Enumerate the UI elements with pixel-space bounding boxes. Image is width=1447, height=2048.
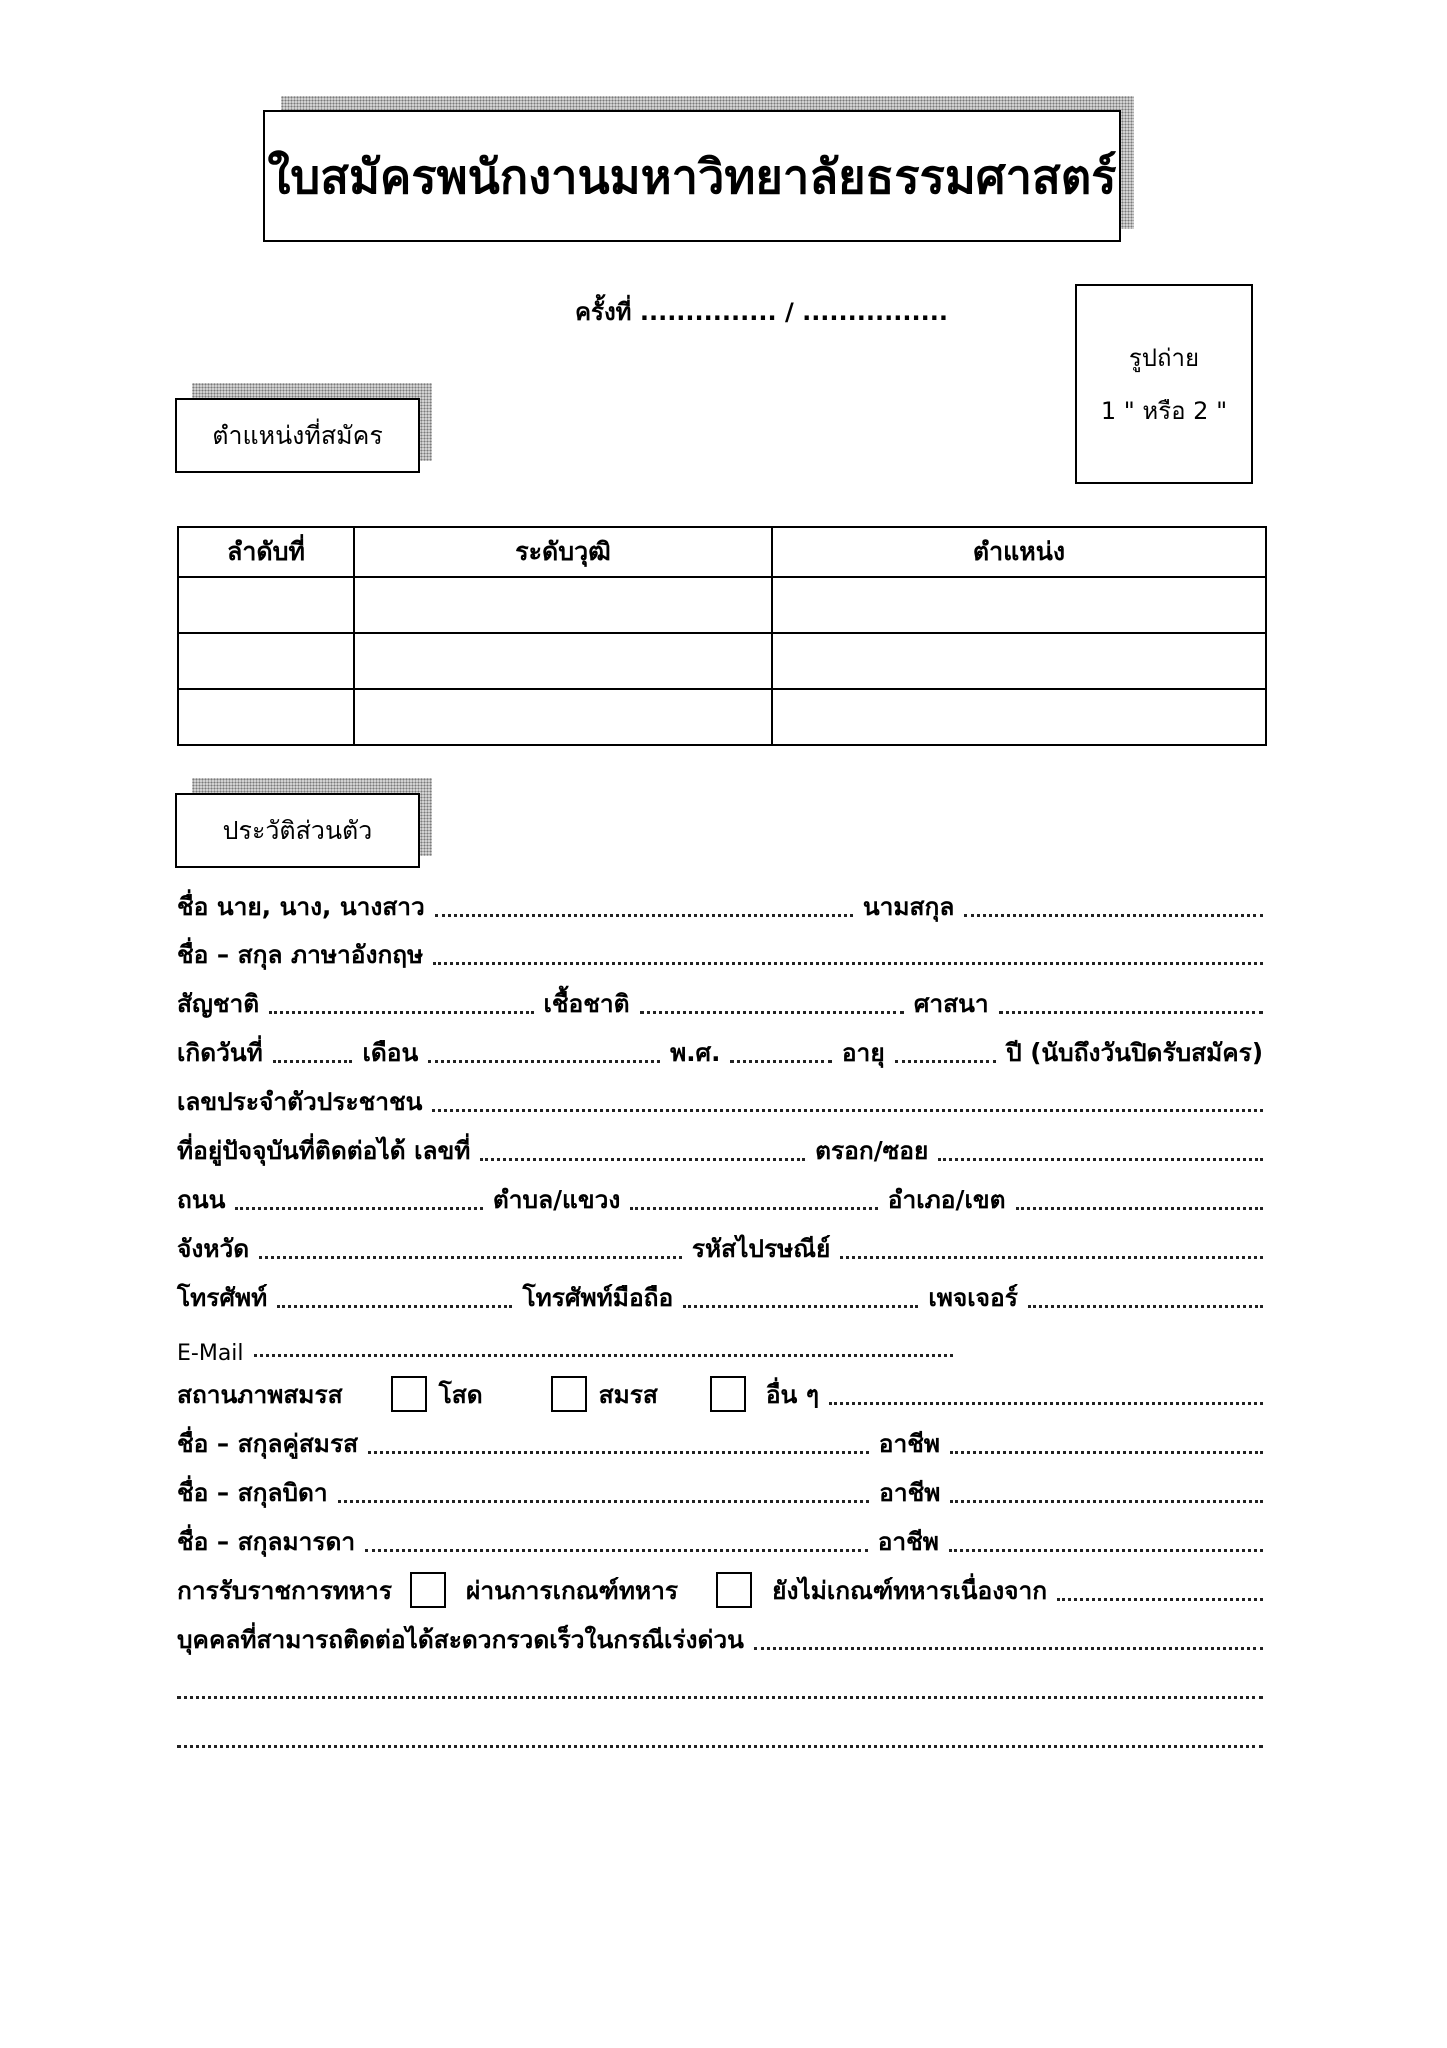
mother-occupation-label: อาชีพ	[877, 1527, 939, 1556]
emergency-contact-label: บุคคลที่สามารถติดต่อได้สะดวกรวดเร็วในกรณีเร่งด่วน	[177, 1625, 744, 1654]
position-heading-box	[175, 398, 420, 473]
issue-number-field[interactable]: ครั้งที่ ............... / ................	[575, 298, 948, 326]
marital-line	[177, 1368, 1263, 1414]
birth-line	[177, 1026, 1263, 1072]
photo-label: รูปถ่าย	[1128, 344, 1200, 372]
father-name-field[interactable]	[338, 1499, 869, 1503]
emergency-line-2	[177, 1662, 1263, 1708]
subdistrict-field[interactable]	[630, 1206, 878, 1210]
personal-heading: ประวัติส่วนตัว	[222, 815, 373, 845]
single-checkbox[interactable]	[391, 1376, 427, 1412]
mobile-label: โทรศัพท์มือถือ	[522, 1283, 674, 1312]
table-row	[178, 577, 1266, 633]
postcode-label: รหัสไปรษณีย์	[691, 1234, 831, 1263]
photo-box[interactable]	[1075, 284, 1253, 484]
spouse-occupation-field[interactable]	[950, 1450, 1263, 1454]
table-row	[178, 689, 1266, 745]
race-label: เชื้อชาติ	[543, 989, 630, 1018]
religion-field[interactable]	[999, 1010, 1263, 1014]
email-line	[177, 1320, 953, 1366]
age-label: อายุ	[841, 1038, 885, 1067]
birth-month-field[interactable]	[428, 1059, 660, 1063]
birth-year-field[interactable]	[730, 1059, 831, 1063]
race-field[interactable]	[640, 1010, 904, 1014]
military-reason-field[interactable]	[1057, 1597, 1263, 1601]
religion-label: ศาสนา	[913, 989, 989, 1018]
position-cell[interactable]	[772, 689, 1266, 745]
qualification-cell[interactable]	[354, 577, 772, 633]
mother-occupation-field[interactable]	[949, 1548, 1263, 1552]
emergency-line-3	[177, 1711, 1263, 1757]
position-table	[177, 526, 1267, 746]
military-label: การรับราชการทหาร	[177, 1576, 392, 1605]
mother-line	[177, 1515, 1263, 1561]
postcode-field[interactable]	[840, 1255, 1263, 1259]
surname-label: นามสกุล	[862, 892, 955, 921]
name-en-label: ชื่อ – สกุล ภาษาอังกฤษ	[177, 940, 424, 969]
position-cell[interactable]	[772, 577, 1266, 633]
subdistrict-label: ตำบล/แขวง	[492, 1185, 621, 1214]
age-suffix-label: ปี (นับถึงวันปิดรับสมัคร)	[1006, 1038, 1264, 1067]
column-header-qualification: ระดับวุฒิ	[354, 527, 772, 577]
spouse-occupation-label: อาชีพ	[878, 1429, 941, 1458]
province-field[interactable]	[259, 1255, 682, 1259]
table-header-row	[178, 527, 1266, 577]
birth-month-label: เดือน	[362, 1038, 419, 1067]
id-card-field[interactable]	[432, 1108, 1263, 1112]
province-line	[177, 1222, 1263, 1268]
emergency-contact-field[interactable]	[754, 1646, 1263, 1650]
district-field[interactable]	[1016, 1206, 1264, 1210]
father-line	[177, 1466, 1263, 1512]
birth-year-label: พ.ศ.	[670, 1038, 721, 1067]
mother-name-label: ชื่อ – สกุลมารดา	[177, 1527, 356, 1556]
name-label: ชื่อ นาย, นาง, นางสาว	[177, 892, 425, 921]
photo-size-label: 1 " หรือ 2 "	[1100, 397, 1228, 425]
emergency-contact-field-2[interactable]	[177, 1695, 1263, 1699]
order-cell[interactable]	[178, 633, 354, 689]
emergency-line	[177, 1613, 1263, 1659]
road-label: ถนน	[177, 1185, 226, 1214]
order-cell[interactable]	[178, 689, 354, 745]
order-cell[interactable]	[178, 577, 354, 633]
birth-day-label: เกิดวันที่	[177, 1038, 263, 1067]
table-row	[178, 633, 1266, 689]
military-line	[177, 1564, 1263, 1610]
name-en-line	[177, 928, 1263, 974]
pager-field[interactable]	[1028, 1304, 1263, 1308]
nationality-label: สัญชาติ	[177, 989, 260, 1018]
position-cell[interactable]	[772, 633, 1266, 689]
married-checkbox[interactable]	[551, 1376, 587, 1412]
father-occupation-label: อาชีพ	[879, 1478, 941, 1507]
father-occupation-field[interactable]	[950, 1499, 1263, 1503]
surname-field[interactable]	[964, 913, 1263, 917]
name-en-field[interactable]	[433, 961, 1263, 965]
address-no-field[interactable]	[480, 1157, 805, 1161]
email-label: E-Mail	[177, 1341, 244, 1366]
phone-label: โทรศัพท์	[177, 1283, 268, 1312]
form-title: ใบสมัครพนักงานมหาวิทยาลัยธรรมศาสตร์	[267, 149, 1117, 205]
address-no-label: ที่อยู่ปัจจุบันที่ติดต่อได้ เลขที่	[177, 1136, 471, 1165]
birth-day-field[interactable]	[273, 1059, 353, 1063]
mobile-field[interactable]	[683, 1304, 918, 1308]
personal-heading-box	[175, 793, 420, 868]
email-field[interactable]	[254, 1353, 953, 1357]
province-label: จังหวัด	[177, 1234, 250, 1263]
lane-field[interactable]	[938, 1157, 1263, 1161]
name-field[interactable]	[435, 913, 853, 917]
military-passed-label: ผ่านการเกณฑ์ทหาร	[465, 1576, 679, 1605]
nationality-line	[177, 977, 1263, 1023]
name-line	[177, 880, 1263, 926]
qualification-cell[interactable]	[354, 689, 772, 745]
military-not-checkbox[interactable]	[716, 1572, 752, 1608]
phone-line	[177, 1271, 1263, 1317]
married-label: สมรส	[598, 1380, 658, 1409]
age-field[interactable]	[895, 1059, 996, 1063]
id-card-line	[177, 1075, 1263, 1121]
military-passed-checkbox[interactable]	[410, 1572, 446, 1608]
nationality-field[interactable]	[269, 1010, 533, 1014]
spouse-name-field[interactable]	[368, 1450, 869, 1454]
father-name-label: ชื่อ – สกุลบิดา	[177, 1478, 328, 1507]
pager-label: เพจเจอร์	[928, 1283, 1018, 1312]
id-card-label: เลขประจำตัวประชาชน	[177, 1087, 423, 1116]
other-status-field[interactable]	[829, 1401, 1263, 1405]
column-header-position: ตำแหน่ง	[772, 527, 1266, 577]
road-line	[177, 1173, 1263, 1219]
other-status-label: อื่น ๆ	[765, 1380, 819, 1409]
phone-field[interactable]	[277, 1304, 512, 1308]
emergency-contact-field-3[interactable]	[177, 1744, 1263, 1748]
qualification-cell[interactable]	[354, 633, 772, 689]
address-line	[177, 1124, 1263, 1170]
district-label: อำเภอ/เขต	[887, 1185, 1006, 1214]
lane-label: ตรอก/ซอย	[815, 1136, 929, 1165]
road-field[interactable]	[235, 1206, 483, 1210]
marital-status-label: สถานภาพสมรส	[177, 1380, 343, 1409]
spouse-line	[177, 1417, 1263, 1463]
military-not-label: ยังไม่เกณฑ์ทหารเนื่องจาก	[772, 1576, 1048, 1605]
position-heading: ตำแหน่งที่สมัคร	[212, 420, 383, 450]
spouse-name-label: ชื่อ – สกุลคู่สมรส	[177, 1429, 359, 1458]
column-header-order: ลำดับที่	[178, 527, 354, 577]
other-status-checkbox[interactable]	[710, 1376, 746, 1412]
mother-name-field[interactable]	[365, 1548, 868, 1552]
title-box	[263, 110, 1121, 242]
single-label: โสด	[438, 1380, 483, 1409]
